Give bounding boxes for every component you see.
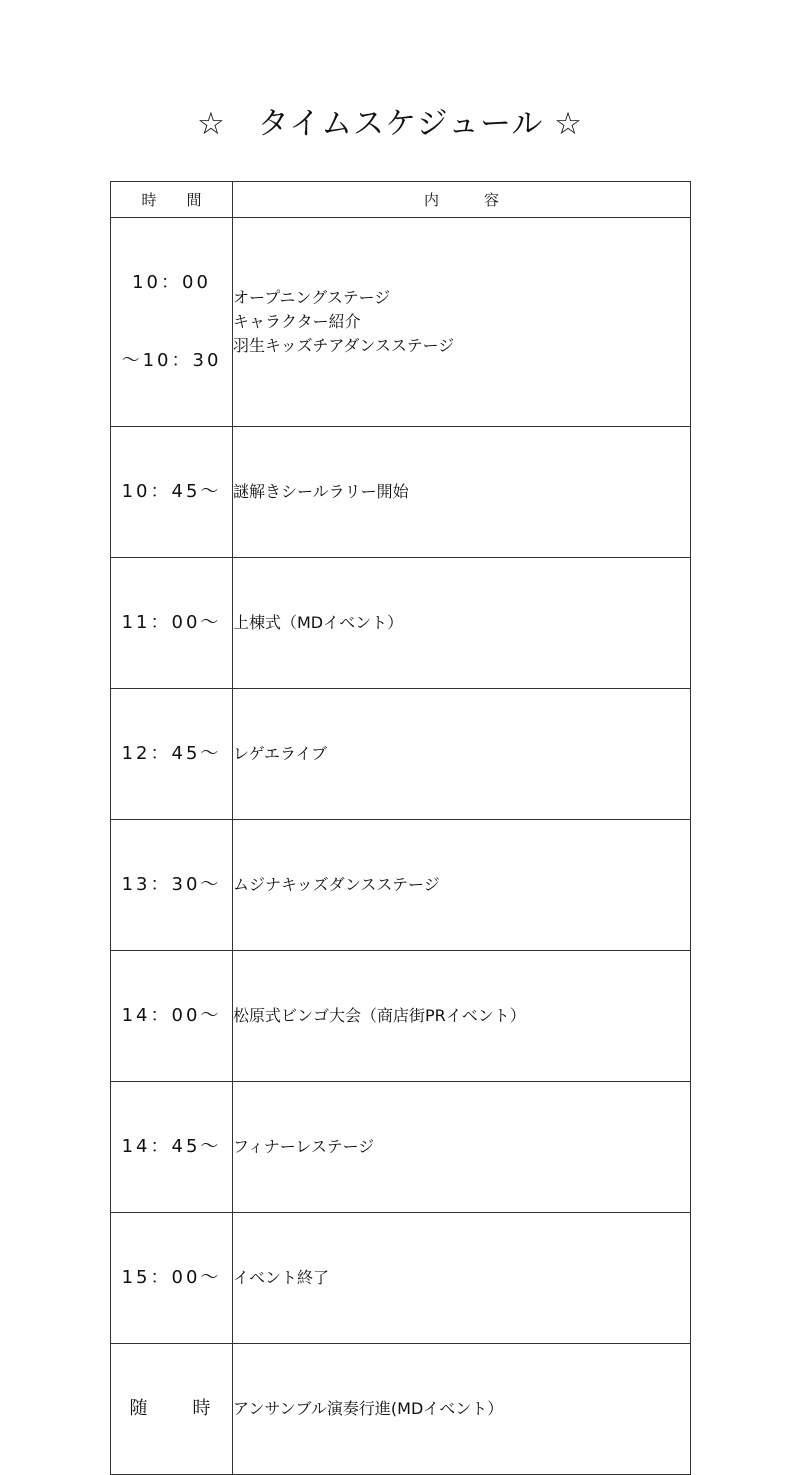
- content-text: レゲエライブ: [233, 744, 328, 763]
- time-cell: [111, 689, 233, 820]
- content-cell: [233, 1213, 691, 1344]
- content-text: キャラクター紹介: [233, 312, 361, 331]
- content-text: アンサンブル演奏行進(MDイベント）: [233, 1399, 504, 1418]
- content-text: 羽生キッズチアダンスステージ: [233, 336, 455, 355]
- time-text: 10：00: [132, 272, 211, 293]
- content-cell: [233, 951, 691, 1082]
- time-cell: [111, 1344, 233, 1475]
- content-cell: [233, 218, 691, 427]
- table-row: [111, 1213, 691, 1344]
- content-text: 上棟式（MDイベント）: [233, 613, 404, 632]
- time-text: 11：00～: [121, 612, 222, 633]
- page-title: ☆ タイムスケジュール ☆: [197, 106, 583, 142]
- content-cell: [233, 1082, 691, 1213]
- time-column-header: 時 間: [111, 182, 233, 218]
- table-row: [111, 1344, 691, 1475]
- time-cell: [111, 218, 233, 427]
- schedule-table: [110, 181, 691, 1475]
- time-text: 12：45～: [121, 743, 222, 764]
- table-row: [111, 689, 691, 820]
- content-cell: [233, 689, 691, 820]
- time-text: 随 時: [129, 1398, 214, 1419]
- time-text: 10：45～: [121, 481, 222, 502]
- time-cell: [111, 427, 233, 558]
- content-text: オープニングステージ: [233, 288, 391, 307]
- content-cell: [233, 820, 691, 951]
- time-text: 14：00～: [121, 1005, 222, 1026]
- content-cell: [233, 427, 691, 558]
- time-cell: [111, 820, 233, 951]
- time-cell: [111, 1213, 233, 1344]
- time-text: 14：45～: [121, 1136, 222, 1157]
- time-cell: [111, 558, 233, 689]
- time-cell: [111, 951, 233, 1082]
- content-text: 謎解きシールラリー開始: [233, 482, 409, 501]
- table-row: [111, 558, 691, 689]
- time-cell: [111, 1082, 233, 1213]
- content-text: フィナーレステージ: [233, 1137, 375, 1156]
- content-text: 松原式ビンゴ大会（商店街PRイベント）: [233, 1006, 526, 1025]
- table-row: [111, 951, 691, 1082]
- content-text: イベント終了: [233, 1268, 330, 1287]
- content-cell: [233, 558, 691, 689]
- content-column-header: 内 容: [233, 182, 691, 218]
- content-text: ムジナキッズダンスステージ: [233, 875, 440, 894]
- time-text: 15：00～: [121, 1267, 222, 1288]
- table-row: [111, 1082, 691, 1213]
- content-cell: [233, 1344, 691, 1475]
- table-row: [111, 427, 691, 558]
- table-row: [111, 218, 691, 427]
- time-text: 13：30～: [121, 874, 222, 895]
- table-header-row: [111, 182, 691, 218]
- time-text: ～10：30: [121, 350, 222, 371]
- table-row: [111, 820, 691, 951]
